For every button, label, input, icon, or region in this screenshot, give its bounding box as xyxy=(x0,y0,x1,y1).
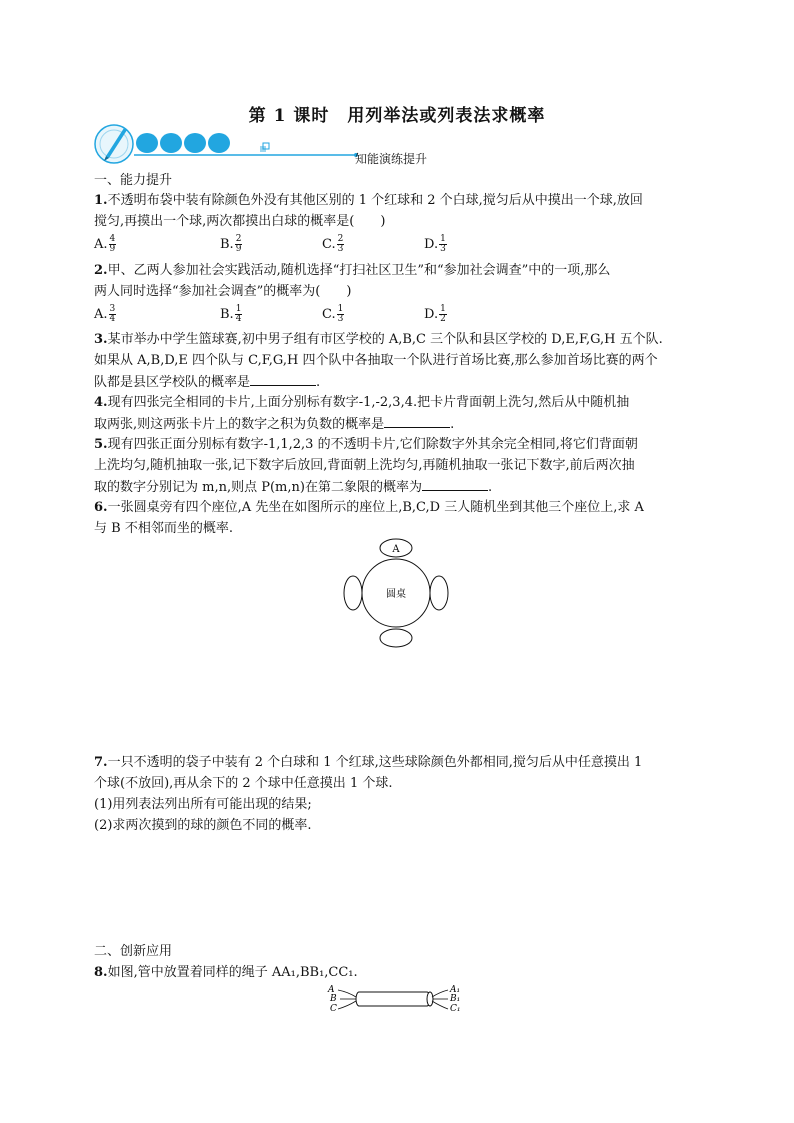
q5-line1: 5.现有四张正面分别标有数字-1,1,2,3 的不透明卡片,它们除数字外其余完全相同,将它们背面朝 xyxy=(94,437,638,452)
q4-line1: 4.现有四张完全相同的卡片,上面分别标有数字-1,-2,3,4.把卡片背面朝上洗匀,然后从中随机抽 xyxy=(94,395,630,410)
banner-dots xyxy=(136,133,230,153)
page-title: 第 1 课时 用列举法或列表法求概率 xyxy=(248,106,546,126)
section-heading-1: 一、能力提升 xyxy=(94,173,173,188)
q1-option-c: C. $\frac{2}{3}$ xyxy=(322,234,344,254)
q1-option-d: D. $\frac{1}{3}$ xyxy=(424,234,446,254)
seat-right xyxy=(430,576,448,610)
q8-line1: 8.如图,管中放置着同样的绳子 AA₁,BB₁,CC₁. xyxy=(94,965,358,980)
table-label: 圆桌 xyxy=(386,589,406,600)
q5-answer-blank[interactable] xyxy=(422,478,488,491)
q1-line1: 1.不透明布袋中装有除颜色外没有其他区别的 1 个红球和 2 个白球,搅匀后从中摸出一个球,放回 xyxy=(94,193,643,208)
rope-left-c: C xyxy=(330,1004,337,1014)
q2-line2: 两人同时选择“参加社会调查”的概率为( ) xyxy=(94,284,352,299)
q2-option-a: A. $\frac{3}{4}$ xyxy=(94,304,116,324)
q3-answer-blank[interactable] xyxy=(250,373,316,386)
rope-right-a1: A₁ xyxy=(450,985,461,995)
q3-line3: 队都是县区学校队的概率是 . xyxy=(94,375,321,390)
banner-label: 知能演练提升 xyxy=(355,152,428,166)
q4-line2: 取两张,则这两张卡片上的数字之积为负数的概率是 . xyxy=(94,417,455,432)
q7-sub1: (1)用列表法列出所有可能出现的结果; xyxy=(94,797,312,812)
rope-left-a: A xyxy=(328,985,335,995)
rope-right-b1: B₁ xyxy=(450,994,461,1004)
q2-line1: 2.甲、乙两人参加社会实践活动,随机选择“打扫社区卫生”和“参加社会调查”中的一项,那么 xyxy=(94,263,611,278)
seat-bottom xyxy=(380,629,412,647)
q5-line2: 上洗均匀,随机抽取一张,记下数字后放回,背面朝上洗均匀,再随机抽取一张记下数字,前后两次抽 xyxy=(94,458,635,473)
pencil-icon xyxy=(95,125,133,163)
q7-sub2: (2)求两次摸到的球的颜色不同的概率. xyxy=(94,818,312,833)
q3-line2: 如果从 A,B,D,E 四个队与 C,F,G,H 四个队中各抽取一个队进行首场比赛,那么参加首场比赛的两个 xyxy=(94,353,658,368)
seat-left xyxy=(344,576,362,610)
section-banner xyxy=(94,122,514,168)
q2-option-c: C. $\frac{1}{3}$ xyxy=(322,304,344,324)
q1-line2: 搅匀,再摸出一个球,两次都摸出白球的概率是( ) xyxy=(94,214,386,229)
round-table-figure xyxy=(340,538,452,650)
q7-line2: 个球(不放回),再从余下的 2 个球中任意摸出 1 个球. xyxy=(94,776,393,791)
q1-option-a: A. $\frac{4}{9}$ xyxy=(94,234,116,254)
tube xyxy=(356,992,430,1006)
q2-option-d: D. $\frac{1}{2}$ xyxy=(424,304,446,324)
rope-left-b: B xyxy=(330,994,337,1004)
q3-line1: 3.某市举办中学生篮球赛,初中男子组有市区学校的 A,B,C 三个队和县区学校的 D,E,F,G,H 五个队. xyxy=(94,332,663,347)
section-heading-2: 二、创新应用 xyxy=(94,944,173,959)
seat-a-label: A xyxy=(392,544,400,555)
q7-line1: 7.一只不透明的袋子中装有 2 个白球和 1 个红球,这些球除颜色外都相同,搅匀后从中任意摸出 1 xyxy=(94,755,643,770)
q1-option-b: B. $\frac{2}{9}$ xyxy=(220,234,242,254)
q6-line1: 6.一张圆桌旁有四个座位,A 先坐在如图所示的座位上,B,C,D 三人随机坐到其他三个座位上,求 A xyxy=(94,500,644,515)
q6-line2: 与 B 不相邻而坐的概率. xyxy=(94,521,233,536)
tube-rope-figure xyxy=(326,984,466,1016)
q4-answer-blank[interactable] xyxy=(384,415,450,428)
q2-option-b: B. $\frac{1}{4}$ xyxy=(220,304,242,324)
rope-right-c1: C₁ xyxy=(450,1004,461,1014)
q5-line3: 取的数字分别记为 m,n,则点 P(m,n)在第二象限的概率为 . xyxy=(94,480,493,495)
